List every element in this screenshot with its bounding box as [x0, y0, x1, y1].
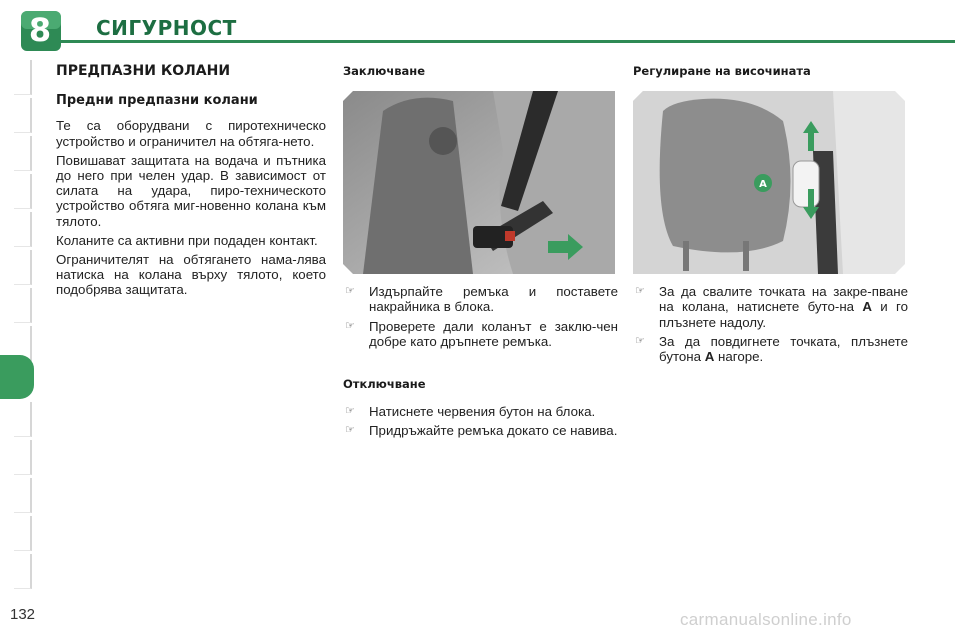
bullet-arrow-icon: ☞: [345, 285, 355, 298]
page-number: 132: [10, 606, 36, 623]
paragraph: Те са оборудвани с пиротехническо устройство и ограничител на обтяга-нето.: [56, 118, 326, 149]
watermark: carmanualsonline.info: [680, 610, 852, 629]
chapter-tab[interactable]: [14, 174, 32, 209]
chapter-tab[interactable]: [14, 478, 32, 513]
chapter-tab[interactable]: [14, 60, 32, 95]
bullet-arrow-icon: ☞: [345, 424, 355, 437]
middle-column: [343, 64, 618, 443]
chapter-tab[interactable]: [14, 554, 32, 589]
bullet-arrow-icon: ☞: [635, 285, 645, 298]
chapter-tab[interactable]: [14, 440, 32, 475]
right-column: [633, 64, 908, 368]
header-rule: [40, 40, 955, 43]
chapter-tab[interactable]: [14, 402, 32, 437]
height-adjust-heading: Регулиране на височината: [633, 64, 811, 78]
bullet-item: ☞ Придръжайте ремъка докато се навива.: [345, 423, 618, 439]
chapter-tab[interactable]: [14, 516, 32, 551]
left-column: [56, 64, 326, 302]
bullet-item: ☞ За да повдигнете точката, плъзнете бутона A нагоре.: [635, 333, 908, 365]
section-subtitle: Предни предпазни колани: [56, 93, 258, 109]
chapter-tab[interactable]: [14, 250, 32, 285]
bullet-item: ☞ Проверете дали коланът е заклю-чен добре като дръпнете ремъка.: [345, 318, 618, 349]
paragraph: Коланите са активни при подаден контакт.: [56, 232, 318, 248]
height-adjust-illustration: [633, 91, 905, 274]
chapter-number: 8: [28, 11, 52, 49]
button-a-label: A: [759, 179, 767, 191]
bullet-item: ☞ За да свалите точката на закре-пване на колана, натиснете буто-на A и го плъзнете надолу.: [635, 284, 908, 330]
paragraph: Ограничителят на обтягането нама-лява натиска на колана върху тялото, което подобрява защитата.: [56, 252, 326, 298]
section-title: ПРЕДПАЗНИ КОЛАНИ: [56, 63, 231, 79]
chapter-tab[interactable]: [14, 98, 32, 133]
chapter-title: СИГУРНОСТ: [96, 16, 237, 40]
chapter-tab-active[interactable]: [0, 355, 34, 399]
seatbelt-buckle-illustration: [343, 91, 615, 274]
bullet-arrow-icon: ☞: [345, 405, 355, 418]
bullet-item: ☞ Натиснете червения бутон на блока.: [345, 404, 596, 420]
bullet-arrow-icon: ☞: [345, 319, 355, 332]
chapter-tab[interactable]: [14, 136, 32, 171]
chapter-tab[interactable]: [14, 288, 32, 323]
locking-heading: Заключване: [343, 64, 426, 78]
unlocking-heading: Отключване: [343, 377, 426, 392]
chapter-tabs: [0, 60, 40, 580]
paragraph: Повишават защитата на водача и пътника до него при челен удар. В зависимост от силата на удара, пиро-техническото устройство обтяга миг-новенно колана към тялото.: [56, 152, 326, 229]
bullet-arrow-icon: ☞: [635, 334, 645, 347]
chapter-tab[interactable]: [14, 212, 32, 247]
bullet-item: ☞ Издърпайте ремъка и поставете накрайника в блока.: [345, 284, 618, 315]
